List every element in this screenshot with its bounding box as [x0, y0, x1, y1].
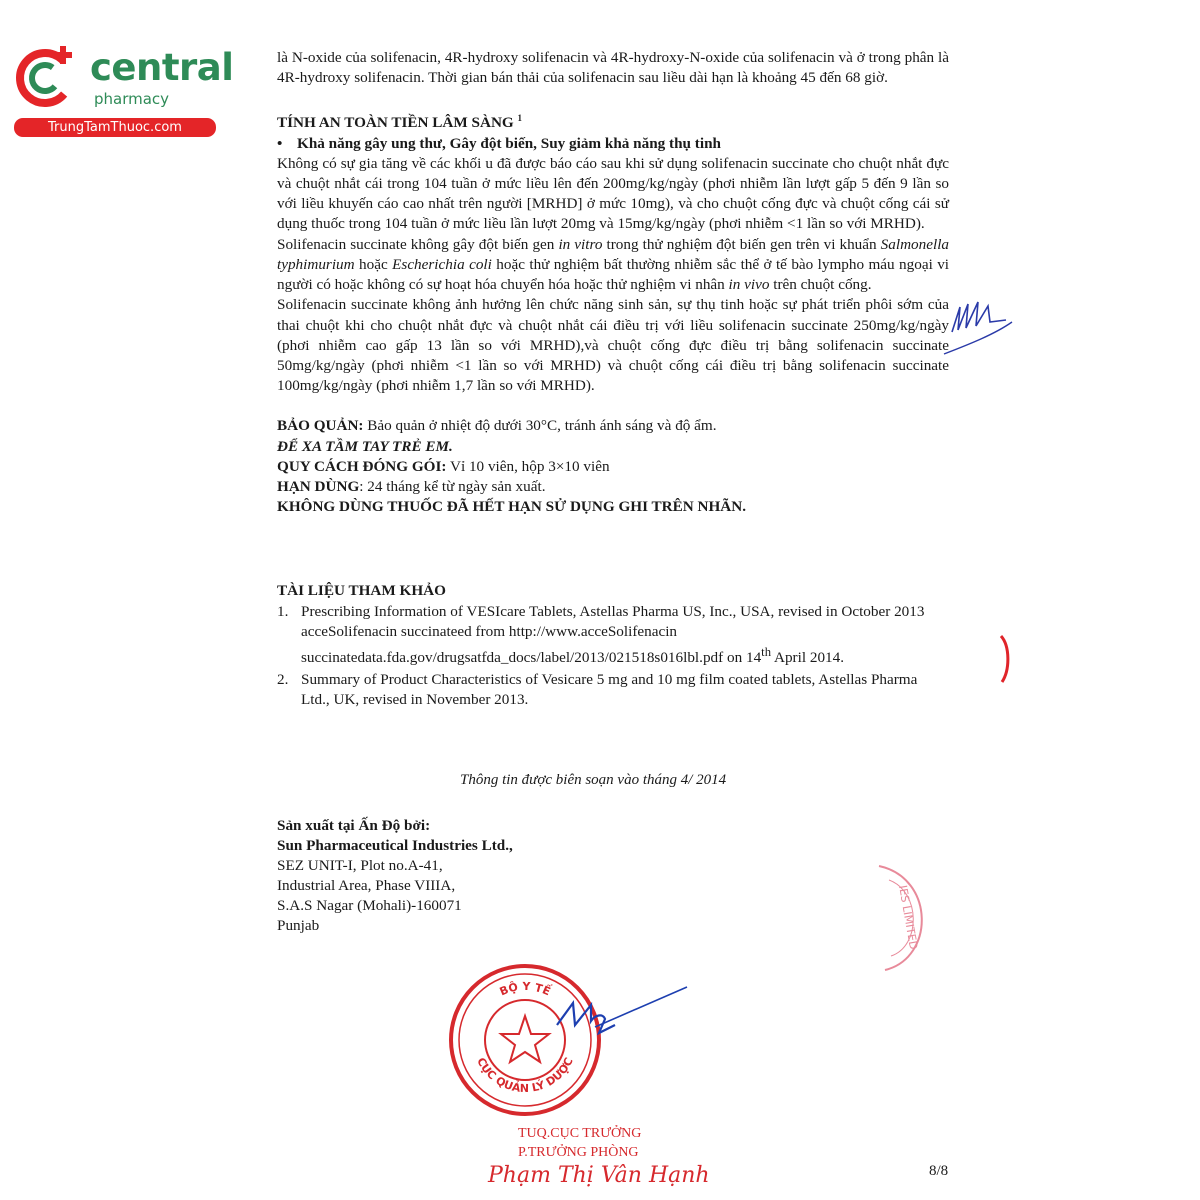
- signer-name: Phạm Thị Vân Hạnh: [488, 1163, 710, 1188]
- company-stamp-icon: [875, 858, 935, 978]
- manufacturer-label: Sản xuất tại Ấn Độ bởi:: [277, 817, 431, 834]
- compiled-date: Thông tin được biên soạn vào tháng 4/ 2014: [460, 772, 727, 788]
- side-stamp-text: IES LIMITED: [896, 884, 921, 951]
- central-pharmacy-logo[interactable]: [8, 38, 234, 138]
- seal-top-text: BỘ Y TẾ: [497, 979, 553, 999]
- manufacturer-block: [277, 816, 513, 936]
- document-content: [277, 48, 949, 713]
- storage-line: BẢO QUẢN: Bảo quản ở nhiệt độ dưới 30°C, tránh ánh sáng và độ ẩm.: [277, 417, 717, 435]
- logo-subtitle: pharmacy: [94, 90, 170, 108]
- manufacturer-company: Sun Pharmaceutical Industries Ltd.,: [277, 837, 513, 854]
- stamp-title-head: P.TRƯỞNG PHÒNG: [518, 1145, 639, 1160]
- manufacturer-address-line: SEZ UNIT-I, Plot no.A-41,: [277, 857, 443, 874]
- reference-item: 2. Summary of Product Characteristics of Vesicare 5 mg and 10 mg film coated tablets, Astellas Pharma Ltd., UK, revised in November 2013.: [277, 671, 918, 709]
- central-logo-icon: [12, 42, 82, 112]
- packaging-line: QUY CÁCH ĐÓNG GÓI: Vỉ 10 viên, hộp 3×10 viên: [277, 457, 610, 475]
- logo-website-link[interactable]: TrungTamThuoc.com: [14, 118, 216, 137]
- red-margin-mark-icon: [996, 634, 1016, 684]
- references-heading: TÀI LIỆU THAM KHẢO: [277, 582, 446, 600]
- safety-heading-ref: 1: [517, 113, 523, 124]
- intro-paragraph: là N-oxide của solifenacin, 4R-hydroxy solifenacin và 4R-hydroxy-N-oxide của solifenacin và ở trong phân là 4R-hydroxy solifenacin. Thời gian bán thải của solifenacin sau liều dài hạn là khoảng 45 đến 68 giờ.: [277, 49, 949, 87]
- stamp-titles: [518, 1124, 641, 1162]
- director-signature-icon: [555, 985, 690, 1045]
- references-list: [277, 602, 949, 711]
- reference-item: 1. Prescribing Information of VESIcare Tablets, Astellas Pharma US, Inc., USA, revised in October 2013 acceSolifenacin succinateed from http://www.acceSolifenacin succinatedata.fda.gov/drugsatfda_docs/label/2013/021518s016lbl.pdf on 14th April 2014.: [277, 602, 925, 666]
- seal-bottom-text: CỤC QUẢN LÝ DƯỢC: [474, 1055, 576, 1096]
- carcinogenicity-paragraph: Không có sự gia tăng về các khối u đã được báo cáo sau khi sử dụng solifenacin succinate cho chuột nhắt đực và chuột nhắt cái trong 104 tuần ở mức liều lên đến 200mg/kg/ngày (phơi nhiễm lần lượt gấp 5 đến 9 lần so với liều khuyến cáo cao nhất trên người [MRHD] ở mức 10mg), và cho chuột cống đực và chuột cống cái sử dụng thuốc trong 104 tuần ở mức liều lần lượt 20mg và 15mg/kg/ngày (phơi nhiễm <1 lần so với MRHD).: [277, 154, 949, 233]
- manufacturer-address-line: S.A.S Nagar (Mohali)-160071: [277, 897, 462, 914]
- manufacturer-address-line: Punjab: [277, 917, 320, 934]
- mutagenicity-paragraph: Solifenacin succinate không gây đột biến gen in vitro trong thử nghiệm đột biến gen trên vi khuẩn Salmonella typhimurium hoặc Escherichia coli hoặc thử nghiệm bất thường nhiễm sắc thể ở tế bào lympho máu ngoại vi người có hoặc không có sự hoạt hóa chuyển hóa hoặc thử nghiệm vi nhân in vivo trên chuột cống.: [277, 235, 950, 294]
- page-number: 8/8: [929, 1163, 949, 1179]
- safety-heading: TÍNH AN TOÀN TIỀN LÂM SÀNG $^1$: [277, 113, 523, 132]
- fertility-paragraph: Solifenacin succinate không ảnh hưởng lên chức năng sinh sản, sự thụ tinh hoặc sự phát triển phôi sớm của thai chuột khi cho chuột nhắt đực và chuột nhắt cái điều trị với liều solifenacin succinate 250mg/kg/ngày (phơi nhiễm cao gấp 13 lần so với MRHD),và chuột cống đực điều trị bằng solifenacin succinate 50mg/kg/ngày (phơi nhiễm <1 lần so với MRHD) và chuột cống cái điều trị bằng solifenacin succinate 100mg/kg/ngày (phơi nhiễm 1,7 lần so với MRHD).: [277, 296, 949, 395]
- stamp-title-director: TUQ.CỤC TRƯỞNG: [518, 1126, 642, 1141]
- expired-warning: KHÔNG DÙNG THUỐC ĐÃ HẾT HẠN SỬ DỤNG GHI TRÊN NHÃN.: [277, 498, 747, 516]
- children-warning: ĐỂ XA TẦM TAY TRẺ EM.: [277, 437, 453, 455]
- bullet-marker: •: [277, 134, 283, 152]
- manufacturer-address-line: Industrial Area, Phase VIIIA,: [277, 877, 456, 894]
- bullet-heading: [277, 134, 949, 154]
- bullet-title: Khả năng gây ung thư, Gây đột biến, Suy giảm khả năng thụ tinh: [297, 134, 721, 152]
- logo-name: central: [90, 46, 234, 89]
- margin-signature-icon: [940, 292, 1020, 357]
- expiry-line: HẠN DÙNG: 24 tháng kể từ ngày sản xuất.: [277, 477, 546, 495]
